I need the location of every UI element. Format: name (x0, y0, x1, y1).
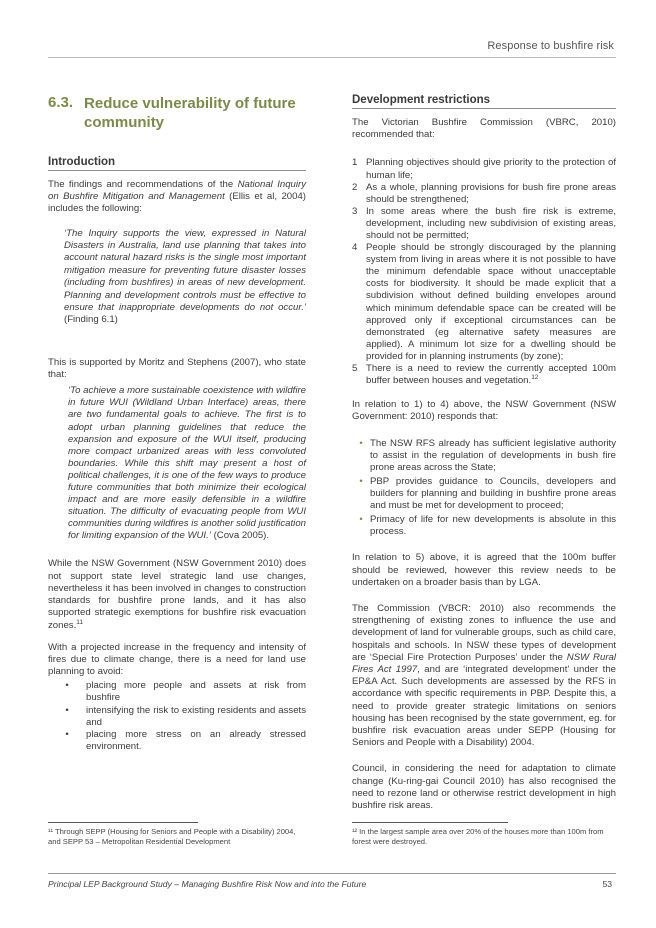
quote1-citation: (Finding 6.1) (64, 314, 118, 326)
section-heading: Reduce vulnerability of future community (84, 95, 296, 131)
list-item (352, 206, 616, 242)
list-item (352, 182, 616, 206)
bullet-icon: • (359, 514, 363, 526)
footnote-ref-12[interactable]: 12 (531, 373, 539, 381)
header-rule (48, 57, 616, 58)
moritz-quote (68, 385, 306, 542)
rec-text: People should be strongly discouraged by the planning system from living in areas where it is not possible to have the minimum defendable space without unacceptable costs for biodiversity. It should be made explicit that a subdivision without defined building envelopes around which minimum defendable space can be created will be approved only if exceptional circumstances can be demonstrated (eg alternative safety measures are applied). A minimum lot size for a dwelling should be provided for in planning instruments (by zone); (366, 242, 616, 362)
avoid-item-2: intensifying the risk to existing residents and assets and (86, 704, 306, 728)
response-paragraph: In relation to 1) to 4) above, the NSW Government (NSW Government: 2010) responds that: (352, 399, 616, 423)
rec-text: In some areas where the bush fire risk is extreme, development, including new subdivision of existing areas, should not be permitted; (366, 205, 616, 241)
intro-paragraph (48, 179, 306, 216)
introduction-heading: Introduction (48, 156, 306, 171)
footnote-rule-right (352, 822, 508, 823)
rec-number: 2 (352, 181, 358, 193)
rec-number: 3 (352, 205, 358, 217)
footnote-12: ¹² In the largest sample area over 20% of the houses more than 100m from forest were destroyed. (352, 827, 604, 846)
response-item-3: Primacy of life for new developments is absolute in this process. (370, 514, 616, 538)
rural-fires-act: NSW Rural Fires Act 1997 (352, 651, 616, 675)
list-item (352, 242, 616, 363)
bullet-icon: • (359, 437, 363, 449)
inquiry-quote (64, 228, 306, 327)
commission-paragraph (352, 603, 616, 749)
avoid-item-1: placing more people and assets at risk from bushfire (86, 680, 306, 704)
p4-text-a: The Commission (VBCR: 2010) also recommends the strengthening of existing zones to influence the use and development of land for vulnerable groups, such as child care, hospitals and schools. In NSW these types of development are ‘Special Fire Protection Purposes’ under the (352, 602, 616, 663)
response-item-1: The NSW RFS already has sufficient legislative authority to assist in the regulation of developments in bush fire prone areas across the State; (370, 437, 616, 473)
footnote-11: ¹¹ Through SEPP (Housing for Seniors and People with a Disability) 2004, and SEPP 53 – Metropolitan Residential Development (48, 827, 296, 846)
recommendations-list (352, 157, 616, 387)
inquiry-title: National Inquiry on Bushfire Mitigation and Management (48, 179, 306, 203)
list-item (352, 438, 616, 474)
rec-text: As a whole, planning provisions for bush fire prone areas should be strengthened; (366, 181, 616, 205)
p3-text: While the NSW Government (NSW Government 2010) does not support state level strategic land use changes, nevertheless it has been involved in changes to construction standards for bushfire prone lands, and it has also supported strategic exemptions for bushfire risk evacuation zones. (48, 558, 306, 631)
footer-rule (48, 873, 616, 874)
quote2-citation: (Cova 2005). (210, 530, 270, 542)
list-item (48, 680, 306, 704)
footnote-rule-left (48, 822, 198, 823)
rec-number: 4 (352, 242, 358, 254)
avoid-list (48, 680, 306, 753)
footer-document-title: Principal LEP Background Study – Managing Bushfire Risk Now and into the Future (48, 879, 367, 889)
buffer-paragraph: In relation to 5) above, it is agreed that the 100m buffer should be reviewed, however this review needs to be undertaken on a broader basis than by LGA. (352, 552, 616, 588)
running-header: Response to bushfire risk (487, 40, 614, 52)
list-item (352, 157, 616, 181)
list-item (352, 476, 616, 512)
bullet-icon: • (65, 680, 69, 692)
bullet-icon: • (359, 475, 363, 487)
section-number: 6.3. (48, 94, 74, 111)
intro-text-b: (Ellis et al, 2004) includes the following: (48, 191, 306, 215)
list-item (352, 514, 616, 538)
right-column (352, 94, 616, 822)
intro-text-a: The findings and recommendations of the (48, 179, 238, 190)
development-restrictions-heading: Development restrictions (352, 94, 616, 109)
vbrc-paragraph: The Victorian Bushfire Commission (VBRC, 2010) recommended that: (352, 117, 616, 141)
bullet-icon: • (65, 704, 69, 716)
rec-text: Planning objectives should give priority to the protection of human life; (366, 157, 616, 181)
responses-list (352, 438, 616, 539)
page-number: 53 (602, 879, 612, 889)
avoid-item-3: placing more stress on an already stressed environment. (86, 728, 306, 752)
rec5-text: There is a need to review the currently accepted 100m buffer between houses and vegetation. (366, 363, 616, 387)
footnote-ref-11[interactable]: 11 (76, 618, 84, 626)
list-item (48, 705, 306, 729)
council-paragraph: Council, in considering the need for adaptation to climate change (Ku-ring-gai Council 2010) has also recognised the need to rezone land or otherwise restrict development in high bushfire risk areas. (352, 763, 616, 811)
bullet-icon: • (65, 728, 69, 740)
list-item (352, 363, 616, 387)
quote1-text: ‘The Inquiry supports the view, expressed in Natural Disasters in Australia, land use planning that takes into account natural hazard risks is the single most important mitigation measure for preventing future disaster losses (including from bushfires) in areas of new development. Planning and development controls must be effective to ensure that inappropriate developments do not occur.’ (64, 227, 306, 314)
rec-number: 5 (352, 363, 358, 374)
nsw-government-paragraph (48, 558, 306, 631)
section-title (48, 94, 306, 132)
climate-paragraph: With a projected increase in the frequency and intensity of fires due to climate change, there is a need for land use planning to avoid: (48, 641, 306, 678)
moritz-paragraph: This is supported by Moritz and Stephens (2007), who state that: (48, 356, 306, 381)
list-item (48, 729, 306, 753)
rec-text (366, 363, 616, 387)
rec-number: 1 (352, 157, 358, 169)
left-column (48, 94, 306, 763)
quote2-text: ‘To achieve a more sustainable coexistence with wildfire in future WUI (Wildland Urban Interface) areas, there are two fundamental goals to achieve. The first is to adopt urban planning guidelines that reduce the expansion and exposure of the WUI itself, producing more compact urbanized areas with less convoluted boundaries. While this shift may present a host of political challenges, it is one of the few ways to produce future communities that both minimize their ecological impact and are more easily defensible in a wildfire situation. The difficulty of evacuating people from WUI communities during wildfires is another solid justification for limiting expansion of the WUI.’ (68, 385, 306, 542)
p4-text-b: , and are ‘integrated development’ under the EP&A Act. Such developments are assessed by the RFS in accordance with specific requirements in PBP. Despite this, a need to provide greater strategic limitations on seniors housing has been recognised by the state government, eg. for bushfire risk evacuation areas under SEPP (Housing for Seniors and People with a Disability) 2004. (352, 663, 617, 749)
response-item-2: PBP provides guidance to Councils, developers and builders for planning and building in bushfire prone areas and must be met for development to proceed; (370, 475, 616, 512)
